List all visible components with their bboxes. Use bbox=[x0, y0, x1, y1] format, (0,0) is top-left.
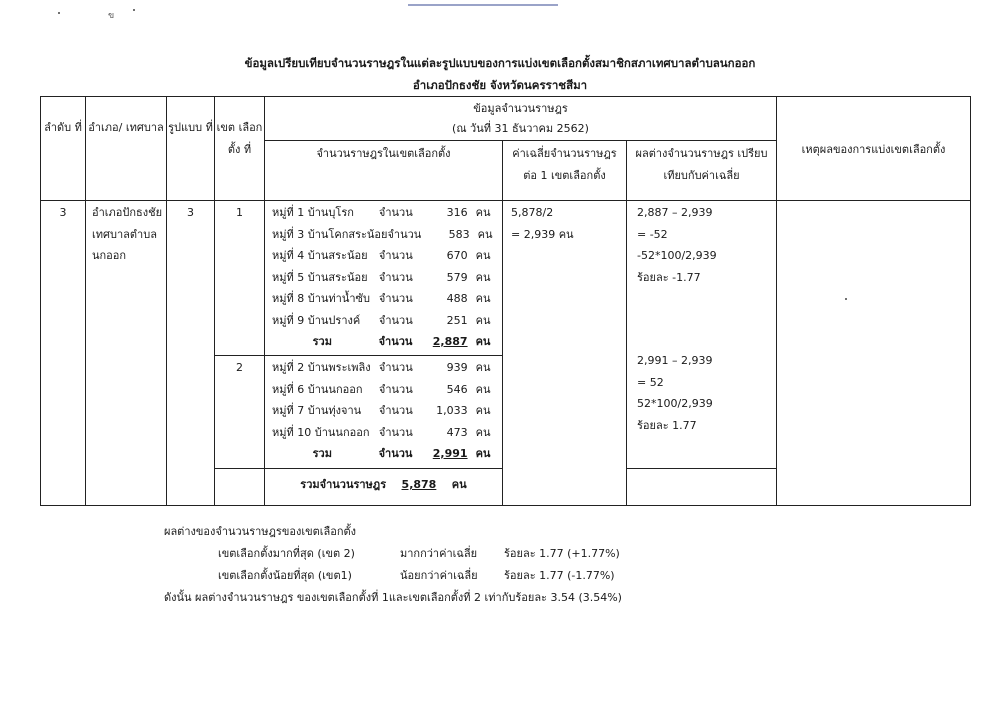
difference-line: = 52 bbox=[637, 375, 664, 389]
count-label: จำนวน bbox=[378, 382, 413, 396]
zone-total-count: 2,887 bbox=[432, 335, 468, 348]
village-name: หมู่ที่ 9 บ้านปรางค์ bbox=[272, 313, 361, 327]
cell-villages-zone-1 bbox=[265, 201, 503, 356]
district-line: นกออก bbox=[92, 249, 127, 262]
count-unit: คน bbox=[475, 382, 491, 396]
village-name: หมู่ที่ 2 บ้านพระเพลิง bbox=[272, 361, 371, 374]
village-count: 670 bbox=[446, 249, 468, 262]
village-count: 579 bbox=[446, 270, 468, 284]
header-order: ลำดับ ที่ bbox=[41, 97, 86, 201]
village-row bbox=[266, 379, 501, 401]
cell-zone-blank bbox=[215, 469, 265, 506]
count-label: จำนวน bbox=[387, 227, 422, 241]
difference-line: 52*100/2,939 bbox=[637, 397, 713, 410]
count-label: จำนวน bbox=[378, 361, 413, 374]
village-name: หมู่ที่ 5 บ้านสระน้อย bbox=[272, 270, 368, 284]
village-name: หมู่ที่ 4 บ้านสระน้อย bbox=[272, 249, 368, 262]
count-label: จำนวน bbox=[378, 447, 413, 460]
district-line: อำเภอปักธงชัย bbox=[92, 206, 163, 219]
count-label: จำนวน bbox=[378, 404, 413, 417]
spacer bbox=[637, 288, 775, 350]
scan-speck bbox=[58, 12, 60, 14]
village-count: 939 bbox=[446, 361, 468, 374]
header-popdata bbox=[265, 97, 777, 141]
village-count: 546 bbox=[446, 382, 468, 396]
summary-section bbox=[164, 521, 924, 609]
zone-number: 1 bbox=[236, 206, 243, 219]
cell-order bbox=[41, 201, 86, 506]
count-unit: คน bbox=[475, 206, 491, 219]
count-unit: คน bbox=[475, 313, 491, 327]
count-unit: คน bbox=[475, 404, 491, 417]
difference-line: 2,991 – 2,939 bbox=[637, 354, 713, 367]
summary-compare: น้อยกว่าค่าเฉลี่ย bbox=[400, 569, 478, 582]
count-unit: คน bbox=[475, 249, 491, 262]
header-popdata-title: ข้อมูลจำนวนราษฎร bbox=[473, 102, 568, 115]
count-label: จำนวน bbox=[378, 249, 413, 262]
cell-zone-2 bbox=[215, 356, 265, 469]
difference-line: ร้อยละ -1.77 bbox=[637, 270, 701, 284]
header-difference: ผลต่างจำนวนราษฎร เปรียบเทียบกับค่าเฉลี่ย bbox=[627, 141, 777, 201]
cell-zone-1 bbox=[215, 201, 265, 356]
village-row bbox=[266, 267, 501, 289]
order-value: 3 bbox=[59, 206, 67, 219]
cell-district bbox=[86, 201, 167, 506]
cell-difference-blank bbox=[627, 469, 777, 506]
village-count: 583 bbox=[448, 227, 470, 241]
village-count: 251 bbox=[446, 313, 468, 327]
village-row bbox=[266, 357, 501, 379]
grand-total-label: รวมจำนวนราษฎร bbox=[300, 478, 387, 491]
cell-average bbox=[503, 201, 627, 506]
village-name: หมู่ที่ 10 บ้านนกออก bbox=[272, 425, 370, 439]
count-label: จำนวน bbox=[378, 425, 413, 439]
header-zone: เขต เลือกตั้ง ที่ bbox=[215, 97, 265, 201]
village-count: 316 bbox=[446, 206, 468, 219]
summary-zone: เขตเลือกตั้งมากที่สุด (เขต 2) bbox=[218, 547, 355, 560]
village-row bbox=[266, 310, 501, 332]
village-row bbox=[266, 400, 501, 422]
summary-heading: ผลต่างของจำนวนราษฎรของเขตเลือกตั้ง bbox=[164, 525, 357, 538]
difference-line: ร้อยละ 1.77 bbox=[637, 418, 697, 432]
village-row bbox=[266, 202, 501, 224]
scan-mark: ข bbox=[108, 11, 115, 21]
count-unit: คน bbox=[475, 361, 491, 374]
count-label: จำนวน bbox=[378, 206, 413, 219]
header-reason: เหตุผลของการแบ่งเขตเลือกตั้ง bbox=[777, 97, 971, 201]
village-count: 488 bbox=[446, 292, 468, 305]
village-name: หมู่ที่ 8 บ้านท่าน้ำซับ bbox=[272, 292, 370, 305]
village-name: หมู่ที่ 6 บ้านนกออก bbox=[272, 382, 363, 396]
count-unit: คน bbox=[475, 335, 491, 348]
summary-row bbox=[164, 565, 924, 587]
model-value: 3 bbox=[187, 206, 194, 219]
zone-total-row bbox=[266, 443, 501, 465]
village-row bbox=[266, 224, 501, 246]
header-average: ค่าเฉลี่ยจำนวนราษฎร ต่อ 1 เขตเลือกตั้ง bbox=[503, 141, 627, 201]
scan-speck bbox=[133, 9, 135, 11]
village-count: 473 bbox=[446, 425, 468, 439]
average-line: 5,878/2 bbox=[511, 206, 554, 219]
header-model: รูปแบบ ที่ bbox=[167, 97, 215, 201]
village-row bbox=[266, 245, 501, 267]
zone-total-row bbox=[266, 331, 501, 353]
scan-artifact-line bbox=[408, 4, 558, 6]
grand-total-unit: คน bbox=[451, 478, 467, 491]
count-unit: คน bbox=[475, 425, 491, 439]
grand-total-value: 5,878 bbox=[401, 478, 437, 491]
header-district: อำเภอ/ เทศบาล bbox=[86, 97, 167, 201]
count-unit: คน bbox=[475, 270, 491, 284]
zone-number: 2 bbox=[236, 361, 243, 374]
document-subtitle: อำเภอปักธงชัย จังหวัดนครราชสีมา bbox=[412, 78, 588, 92]
difference-line: 2,887 – 2,939 bbox=[637, 206, 713, 219]
cell-difference bbox=[627, 201, 777, 469]
village-name: หมู่ที่ 1 บ้านบุโรก bbox=[272, 206, 354, 219]
count-unit: คน bbox=[475, 447, 491, 460]
count-unit: คน bbox=[475, 292, 491, 305]
summary-compare: มากกว่าค่าเฉลี่ย bbox=[400, 547, 478, 560]
zone-total-label: รวม bbox=[312, 447, 332, 460]
difference-line: -52*100/2,939 bbox=[637, 249, 717, 262]
count-label: จำนวน bbox=[378, 270, 413, 284]
average-line: = 2,939 คน bbox=[511, 227, 574, 241]
district-line: เทศบาลตำบล bbox=[92, 227, 157, 241]
cell-reason bbox=[777, 201, 971, 506]
count-label: จำนวน bbox=[378, 292, 413, 305]
grand-total bbox=[265, 469, 503, 506]
village-name: หมู่ที่ 3 บ้านโคกสระน้อย bbox=[272, 227, 388, 241]
cell-villages-zone-2 bbox=[265, 356, 503, 469]
count-unit: คน bbox=[477, 227, 493, 241]
difference-line: = -52 bbox=[637, 227, 668, 241]
summary-row bbox=[164, 543, 924, 565]
village-name: หมู่ที่ 7 บ้านทุ่งจาน bbox=[272, 404, 362, 417]
summary-percent: ร้อยละ 1.77 (+1.77%) bbox=[504, 547, 620, 560]
village-row bbox=[266, 422, 501, 444]
cell-model bbox=[167, 201, 215, 506]
population-table bbox=[40, 96, 971, 506]
summary-conclusion: ดังนั้น ผลต่างจำนวนราษฎร ของเขตเลือกตั้งที่ 1และเขตเลือกตั้งที่ 2 เท่ากับร้อยละ 3.54 (3.54%) bbox=[164, 591, 622, 604]
village-count: 1,033 bbox=[436, 404, 468, 417]
village-row bbox=[266, 288, 501, 310]
count-label: จำนวน bbox=[378, 313, 413, 327]
document-title: ข้อมูลเปรียบเทียบจำนวนราษฎรในแต่ละรูปแบบของการแบ่งเขตเลือกตั้งสมาชิกสภาเทศบาลตำบลนกออก bbox=[244, 56, 756, 70]
zone-total-label: รวม bbox=[312, 335, 332, 348]
zone-total-count: 2,991 bbox=[432, 447, 468, 460]
header-popdata-date: (ณ วันที่ 31 ธันวาคม 2562) bbox=[452, 122, 589, 135]
summary-zone: เขตเลือกตั้งน้อยที่สุด (เขต1) bbox=[218, 569, 352, 582]
summary-percent: ร้อยละ 1.77 (-1.77%) bbox=[504, 569, 615, 582]
count-label: จำนวน bbox=[378, 335, 413, 348]
header-pop-in-zone: จำนวนราษฎรในเขตเลือกตั้ง bbox=[265, 141, 503, 201]
